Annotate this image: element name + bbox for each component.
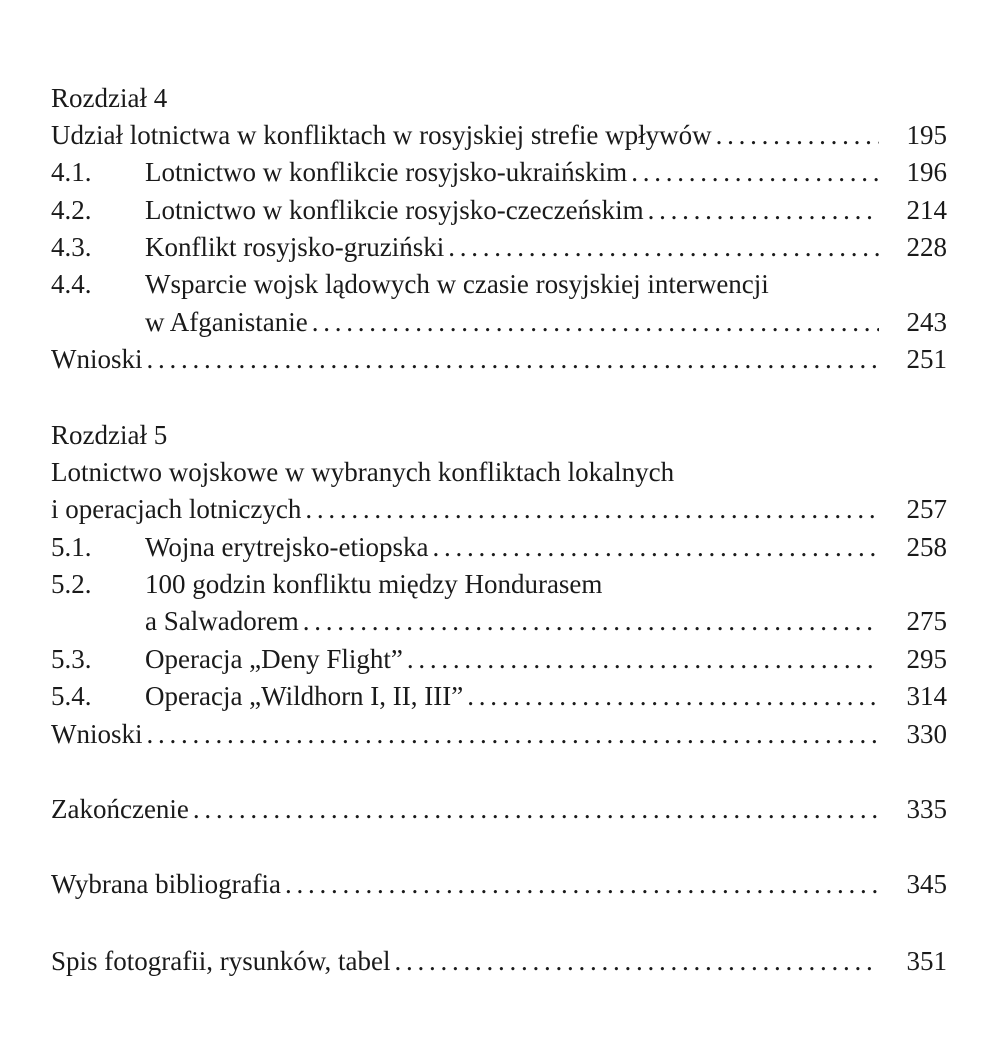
- chapter-5-label-line: [51, 417, 947, 454]
- toc-entry-5-4[interactable]: [51, 678, 947, 715]
- ending-title: Zakończenie: [51, 794, 189, 824]
- dot-leader: [285, 866, 879, 903]
- dot-leader: [448, 229, 879, 266]
- page-number: 351: [906, 946, 947, 976]
- toc-entry-4-3[interactable]: [51, 229, 947, 266]
- table-of-contents: [51, 0, 947, 1038]
- section-number: 5.1.: [51, 532, 92, 562]
- page-number: 257: [906, 494, 947, 524]
- page-number: 243: [906, 307, 947, 337]
- toc-entry-ending[interactable]: [51, 791, 947, 828]
- toc-entry-5-1[interactable]: [51, 529, 947, 566]
- dot-leader: [648, 192, 879, 229]
- section-title: Operacja „Deny Flight”: [145, 644, 403, 674]
- section-title: Wojna erytrejsko-etiopska: [145, 532, 429, 562]
- toc-entry-5-2-line1[interactable]: [51, 566, 947, 603]
- toc-entry-4-2[interactable]: [51, 192, 947, 229]
- page-number: 196: [906, 157, 947, 187]
- dot-leader: [147, 716, 880, 753]
- conclusions-title: Wnioski: [51, 344, 143, 374]
- toc-entry-5-2-line2[interactable]: [51, 603, 947, 640]
- dot-leader: [193, 791, 879, 828]
- section-title: Lotnictwo w konflikcie rosyjsko-ukraińskim: [145, 157, 628, 187]
- dot-leader: [303, 603, 879, 640]
- page-number: 228: [906, 232, 947, 262]
- page-number: 275: [906, 606, 947, 636]
- toc-entry-4-1[interactable]: [51, 154, 947, 191]
- chapter-4-label: Rozdział 4: [51, 83, 168, 113]
- section-number: 5.3.: [51, 644, 92, 674]
- toc-entry-list-of-figures[interactable]: [51, 943, 947, 980]
- page-number: 295: [906, 644, 947, 674]
- toc-entry-chapter-4-conclusions[interactable]: [51, 341, 947, 378]
- section-number: 4.3.: [51, 232, 92, 262]
- section-title: Wsparcie wojsk lądowych w czasie rosyjskiej interwencji: [145, 269, 769, 299]
- dot-leader: [312, 304, 879, 341]
- page-number: 195: [906, 120, 947, 150]
- chapter-5-title: Lotnictwo wojskowe w wybranych konfliktach lokalnych: [51, 457, 675, 487]
- dot-leader: [407, 641, 879, 678]
- chapter-4-title: Udział lotnictwa w konfliktach w rosyjskiej strefie wpływów: [51, 120, 712, 150]
- section-number: 4.4.: [51, 269, 92, 299]
- chapter-5-label: Rozdział 5: [51, 420, 168, 450]
- section-number: 5.2.: [51, 569, 92, 599]
- page-number: 330: [906, 719, 947, 749]
- section-number: 4.2.: [51, 195, 92, 225]
- section-title: 100 godzin konfliktu między Hondurasem: [145, 569, 603, 599]
- toc-entry-5-3[interactable]: [51, 641, 947, 678]
- bibliography-title: Wybrana bibliografia: [51, 869, 282, 899]
- toc-entry-4-4-line1[interactable]: [51, 266, 947, 303]
- section-title-continued: a Salwadorem: [145, 606, 299, 636]
- page-number: 258: [906, 532, 947, 562]
- dot-leader: [433, 529, 880, 566]
- page-number: 251: [906, 344, 947, 374]
- section-title: Konflikt rosyjsko-gruziński: [145, 232, 445, 262]
- toc-entry-chapter-5-line1[interactable]: [51, 454, 947, 491]
- page-number: 335: [906, 794, 947, 824]
- section-number: 5.4.: [51, 681, 92, 711]
- page-number: 314: [906, 681, 947, 711]
- page-number: 345: [906, 869, 947, 899]
- chapter-4-label-line: [51, 80, 947, 117]
- page-number: 214: [906, 195, 947, 225]
- section-title: Lotnictwo w konflikcie rosyjsko-czeczeńskim: [145, 195, 644, 225]
- conclusions-title: Wnioski: [51, 719, 143, 749]
- toc-entry-chapter-4[interactable]: [51, 117, 947, 154]
- list-of-figures-title: Spis fotografii, rysunków, tabel: [51, 946, 391, 976]
- section-title: Operacja „Wildhorn I, II, III”: [145, 681, 464, 711]
- dot-leader: [467, 678, 879, 715]
- dot-leader: [147, 341, 880, 378]
- toc-entry-chapter-5-line2[interactable]: [51, 491, 947, 528]
- toc-entry-chapter-5-conclusions[interactable]: [51, 716, 947, 753]
- toc-entry-4-4-line2[interactable]: [51, 304, 947, 341]
- chapter-5-title-continued: i operacjach lotniczych: [51, 494, 302, 524]
- dot-leader: [394, 943, 879, 980]
- dot-leader: [716, 117, 879, 154]
- section-number: 4.1.: [51, 157, 92, 187]
- section-title-continued: w Afganistanie: [145, 307, 308, 337]
- dot-leader: [305, 491, 879, 528]
- dot-leader: [631, 154, 879, 191]
- toc-entry-bibliography[interactable]: [51, 866, 947, 903]
